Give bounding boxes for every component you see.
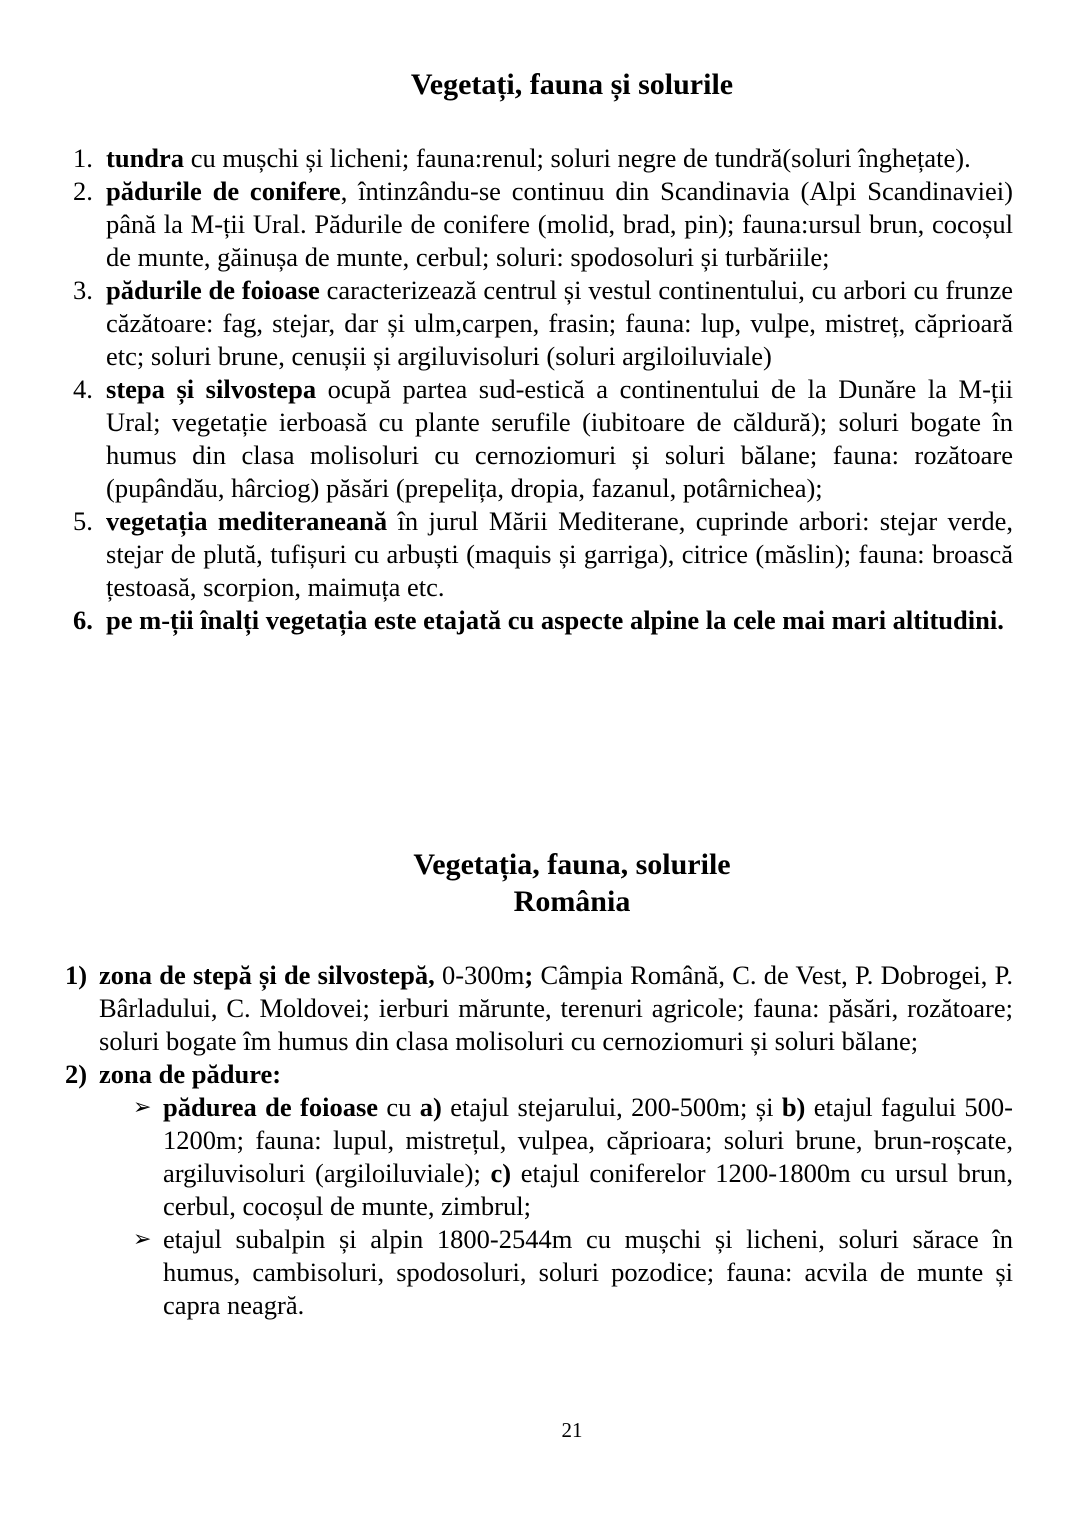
section-title-romania (0, 846, 1080, 920)
forest-zone-bullets (99, 1091, 1013, 1322)
page-number: 21 (561, 1418, 583, 1442)
section-title-europe: Vegetați, fauna și solurile (410, 68, 734, 101)
arrow-bullet-icon: ➢ (133, 1095, 152, 1120)
romania-vegetation-list (0, 959, 1013, 1322)
bullet-item: ➢ etajul subalpin și alpin 1800-2544m cu mușchi și licheni, soluri sărace în humus, cambisoluri, spodosoluri, soluri pozodice; fauna: acvila de munte și capra neagră. (133, 1224, 1013, 1320)
list-item: 4. stepa și silvostepa ocupă partea sud-estică a continentului de la Dunăre la M-ții Ural; vegetație ierboasă cu plante serufile (iubitoare de căldură); soluri bogate în humus din clasa molisoluri cu cernoziomuri și soluri bălane; fauna: rozătoare (pupândău, hârciog) păsări (prepelița, dropia, fazanul, potârnichea); (73, 374, 1013, 503)
list-item: 1. tundra cu mușchi și licheni; fauna:renul; soluri negre de tundră(soluri înghețate). (73, 143, 971, 173)
list-item: 6. pe m-ții înalți vegetația este etajată cu aspecte alpine la cele mai mari altitudini. (73, 605, 1004, 635)
list-item: 2) zona de pădure: ➢ pădurea de foioase cu a) etajul stejarului, 200-500m; și b) etajul fagului 500-1200m; fauna: lupul, mistrețul, vulpea, căprioara; soluri brune, brun-roșcate, argiluvisoluri (argiloiluviale); c) etajul coniferelor 1200-1800m cu ursul brun, cerbul, cocoșul de munte, zimbrul; ➢ etajul subalpin și alpin 1800-2544m cu mușchi și licheni, soluri sărace în humus, cambisoluri, spodosoluri, soluri pozodice; fauna: acvila de munte și capra neagră. (65, 1059, 1014, 1320)
bullet-item: ➢ pădurea de foioase cu a) etajul stejarului, 200-500m; și b) etajul fagului 500-1200m; fauna: lupul, mistrețul, vulpea, căprioara; soluri brune, brun-roșcate, argiluvisoluri (argiloiluviale); c) etajul coniferelor 1200-1800m cu ursul brun, cerbul, cocoșul de munte, zimbrul; (133, 1092, 1014, 1221)
list-item: 2. pădurile de conifere, întinzându-se continuu din Scandinavia (Alpi Scandinaviei) până la M-ții Ural. Pădurile de conifere (molid, brad, pin); fauna:ursul brun, cocoșul de munte, găinușa de munte, cerbul; soluri: spodosoluri și turbăriile; (73, 176, 1013, 272)
section-title-line1: Vegetația, fauna, solurile (413, 848, 731, 881)
section-title-line2: România (513, 885, 631, 918)
list-item: 5. vegetația mediteraneană în jurul Mării Mediterane, cuprinde arbori: stejar verde, stejar de plută, tufișuri cu arbuști (maquis și garriga), citrice (măslin); fauna: broască țestoasă, scorpion, maimuța etc. (73, 506, 1014, 602)
list-item: 1) zona de stepă și de silvostepă, 0-300m; Câmpia Română, C. de Vest, P. Dobrogei, P. Bârladului, C. Moldovei; ierburi mărunte, terenuri agricole; fauna: păsări, rozătoare; soluri bogate îm humus din clasa molisoluri cu cernoziomuri și soluri bălane; (65, 960, 1013, 1056)
list-item: 3. pădurile de foioase caracterizează centrul și vestul continentului, cu arbori cu frunze căzătoare: fag, stejar, dar și ulm,carpen, frasin; fauna: lup, vulpe, mistreț, căprioară etc; soluri brune, cenușii și argiluvisoluri (soluri argiloiluviale) (73, 275, 1013, 371)
europe-vegetation-list (0, 142, 1013, 637)
arrow-bullet-icon: ➢ (133, 1227, 152, 1252)
